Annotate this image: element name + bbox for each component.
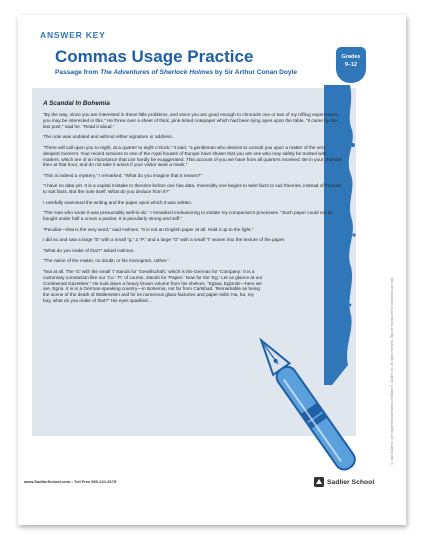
passage-paragraph: “The man who wrote it was presumably well-to-do,” I remarked endeavoring to imitate my companion’s processes. “Such paper could not be bought under half a crown a packet. It is peculiarly strong and stiff.” [43,210,333,222]
subtitle-suffix: by Sir Arthur Conan Doyle [213,69,298,76]
passage-paragraph: “I have no data yet. It is a capital mistake to theorize before one has data. Insensibly one begins to twist facts to suit theories, instead of theories to suit facts. But the note itself. What do you deduce from it?” [43,183,342,195]
passage-text [43,101,343,309]
passage-source [55,69,297,76]
fountain-pen-icon [250,320,370,500]
passage-paragraph: I carefully examined the writing and the paper upon which it was written. [43,199,193,205]
passage-heading: A Scandal In Bohemia [43,100,110,107]
passage-paragraph: “There will call upon you to-night, at a quarter to eight o’clock,” it said, “a gentleman who desires to consult you upon a matter of the very deepest moment. Your recent services to one of the royal houses of Europe have shown that you are one who may safely be trusted with matters, which are of an importance that can hardly be exaggerated. This account of you we have from all quarters received. Be in your chamber then at that hour, and do not take it amiss if your visitor wear a mask.” [43,144,343,168]
subtitle-prefix: Passage from [55,69,101,76]
passage-paragraph: “Not at all. The ‘G’ with the small ‘t’ stands for ‘Gesellschaft,’ which is the German for ‘Company.’ It is a customary contraction like our ‘Co.’ ‘P,’ of course, stands for ‘Papier.’ Now for the ‘Eg.’ Let us glance at our Continental Gazetteer.” He took down a heavy brown volume from his shelves. “Eglow, Eglonitz—here we are, Egria. It is in a German-speaking country—in Bohemia, not far from Carlsbad. ‘Remarkable as being the scene of the death of Wallenstein and for its numerous glass-factories and paper-mills.’Ha, ha, my boy, what do you make of that?” His eyes sparkled… [43,268,263,304]
passage-paragraph: “The name of the maker, no doubt; or his monogram, rather.” [43,258,169,264]
passage-paragraph: “This is indeed a mystery,” I remarked. “What do you imagine that it means?” [43,172,202,178]
footer-contact: www.SadlierSchool.com • Toll Free 800-221-5175 [24,479,117,484]
brand-name: Sadlier School [327,478,375,486]
passage-paragraph: “By the way, since you are interested in these little problems, and since you are good enough to chronicle one or two of my trifling experiences, you may be interested in this.” He threw over a sheet of thick, pink-tinted notepaper which had been lying open upon the table. “It came by the last post,” said he. “Read it aloud.” [43,111,339,129]
page-title: Commas Usage Practice [55,47,254,66]
book-title: The Adventures of Sherlock Holmes [100,69,214,76]
grades-range: 9–12 [344,62,358,68]
sadlier-logo-icon [314,477,324,487]
grades-label: Grades [341,54,361,60]
passage-paragraph: I did so and saw a large “E” with a small “g,” a “P,” and a large “G” with a small “t” woven into the texture of the paper. [43,237,286,243]
passage-paragraph: The note was undated and without either signature or address. [43,134,174,140]
copyright-notice: ® and Sadlier® are registered trademarks of William H. Sadlier, Inc. All rights reserved. May be reproduced for classroom use only. [390,277,394,465]
passage-paragraph: “What do you make of that?” asked Holmes. [43,247,135,253]
sadlier-school-logo [314,477,374,487]
passage-paragraph: “Peculiar—that is the very word,” said Holmes. “It is not an English paper at all. Hold it up to the light.” [43,226,254,232]
answer-key-label: ANSWER KEY [40,30,106,40]
grades-badge [336,47,366,83]
worksheet-page [18,15,406,525]
